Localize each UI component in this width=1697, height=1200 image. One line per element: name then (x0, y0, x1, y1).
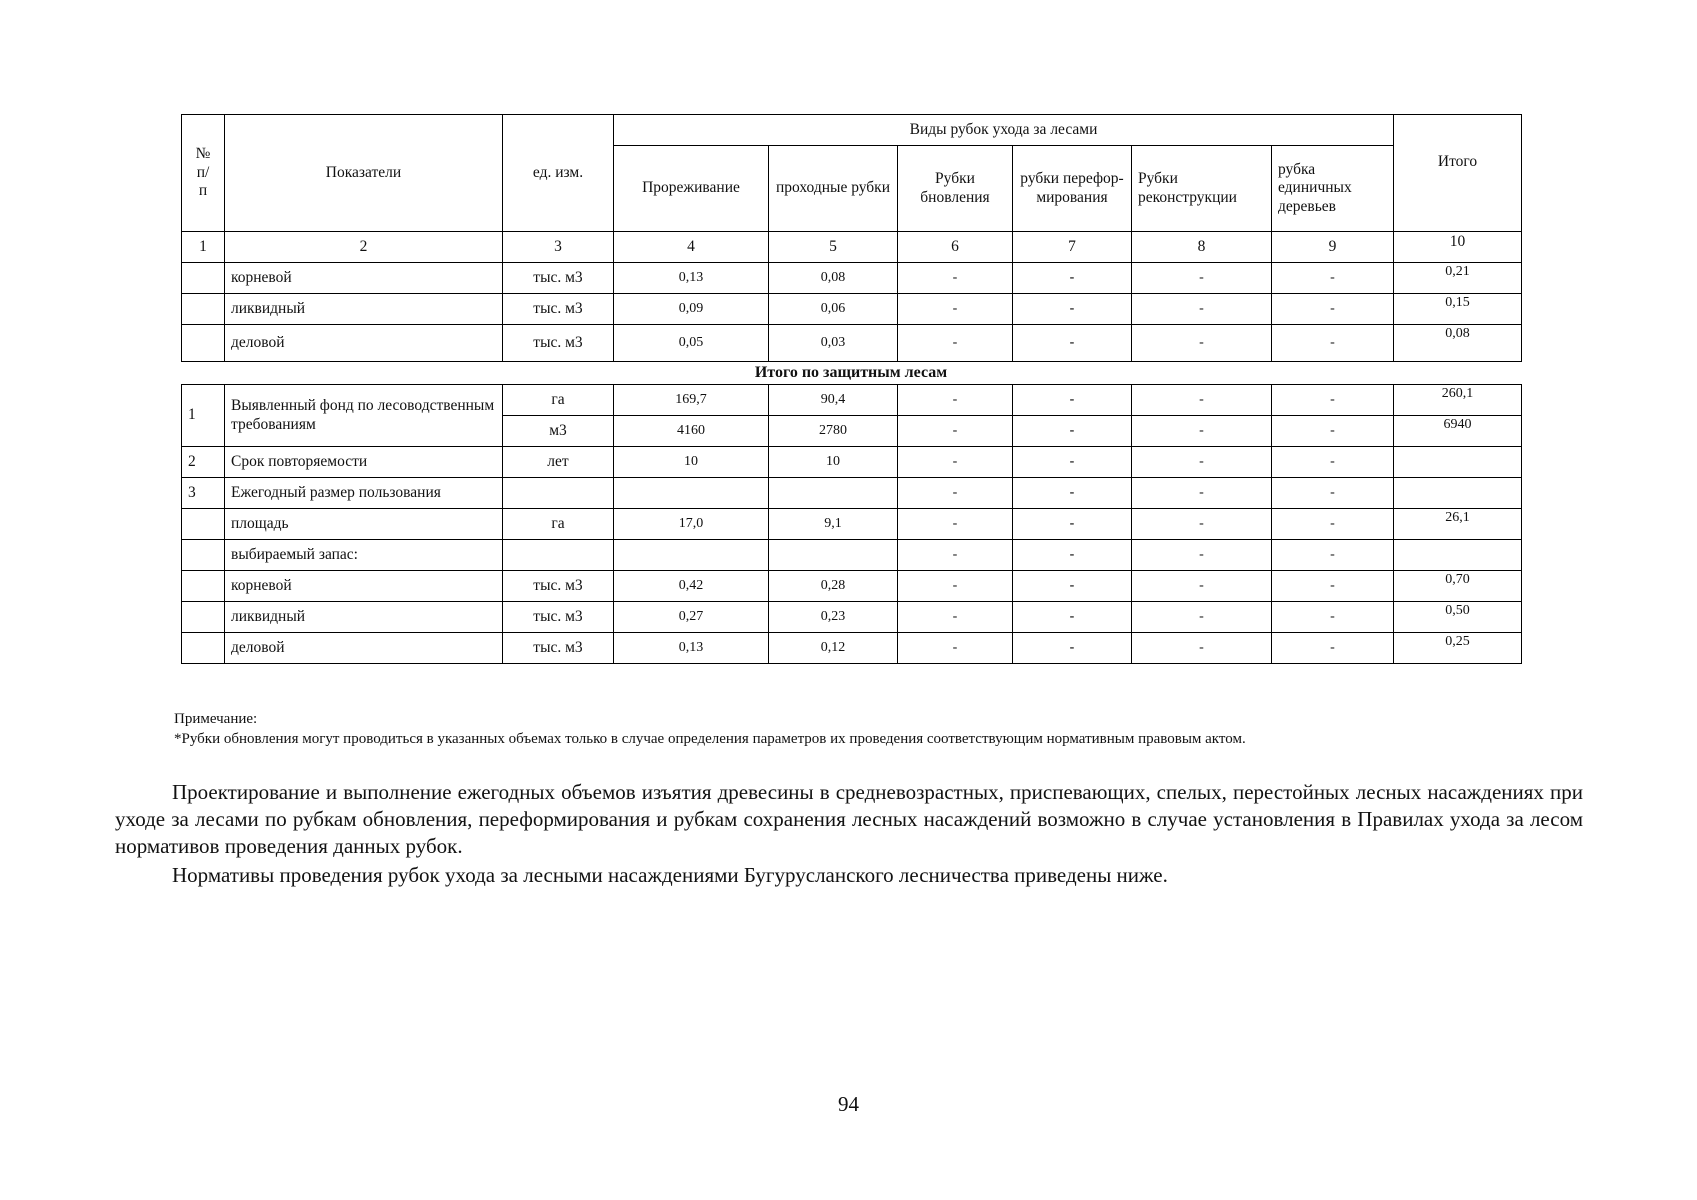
col-number: 7 (1013, 232, 1132, 263)
row-unit: тыс. м3 (503, 263, 614, 294)
row-total: 260,1 (1394, 385, 1522, 416)
row-value: - (1013, 633, 1132, 664)
row-value: - (1013, 509, 1132, 540)
col-number: 5 (769, 232, 898, 263)
row-value: - (898, 478, 1013, 509)
row-total (1394, 447, 1522, 478)
table-row (182, 325, 1522, 362)
row-value: - (1272, 509, 1394, 540)
row-value: 90,4 (769, 385, 898, 416)
row-value: - (898, 447, 1013, 478)
row-value: - (1013, 571, 1132, 602)
row-value: - (1272, 416, 1394, 447)
row-value: - (1132, 633, 1272, 664)
row-value: - (1272, 294, 1394, 325)
row-value: - (898, 602, 1013, 633)
row-value: - (1132, 602, 1272, 633)
row-value: - (1013, 416, 1132, 447)
header-group: Виды рубок ухода за лесами (614, 115, 1394, 146)
header-unit: ед. изм. (503, 115, 614, 232)
row-value: - (898, 540, 1013, 571)
row-unit: м3 (503, 416, 614, 447)
header-type-thinning: Прореживание (614, 146, 769, 232)
row-value: 2780 (769, 416, 898, 447)
row-value: - (1272, 633, 1394, 664)
header-total: Итого (1394, 115, 1522, 232)
row-value: - (1272, 263, 1394, 294)
row-value: - (1132, 263, 1272, 294)
col-number: 10 (1394, 232, 1522, 263)
row-unit: тыс. м3 (503, 294, 614, 325)
row-value: - (1013, 447, 1132, 478)
row-value: - (898, 571, 1013, 602)
table-row (182, 294, 1522, 325)
row-value: - (898, 325, 1013, 362)
table-row (182, 509, 1522, 540)
row-value: 0,13 (614, 633, 769, 664)
col-number: 8 (1132, 232, 1272, 263)
col-number: 9 (1272, 232, 1394, 263)
row-total (1394, 540, 1522, 571)
row-value: - (1132, 478, 1272, 509)
row-value: - (1013, 325, 1132, 362)
protective-forests-table (181, 384, 1522, 664)
table-row (182, 478, 1522, 509)
header-type-passage: проходные рубки (769, 146, 898, 232)
col-number: 2 (225, 232, 503, 263)
header-type-single-trees: рубка единичных деревьев (1272, 146, 1394, 232)
row-value: 0,05 (614, 325, 769, 362)
row-value: - (1013, 540, 1132, 571)
row-value (769, 478, 898, 509)
row-name: Срок повторяемости (225, 447, 503, 478)
row-value: 0,06 (769, 294, 898, 325)
row-name: деловой (225, 325, 503, 362)
row-value: - (1132, 416, 1272, 447)
row-unit: га (503, 509, 614, 540)
row-unit: тыс. м3 (503, 633, 614, 664)
table-row (182, 263, 1522, 294)
row-value: 0,12 (769, 633, 898, 664)
row-value: 169,7 (614, 385, 769, 416)
row-number: 2 (182, 447, 225, 478)
row-total: 6940 (1394, 416, 1522, 447)
row-value: 0,27 (614, 602, 769, 633)
row-name: ликвидный (225, 602, 503, 633)
body-paragraph: Нормативы проведения рубок ухода за лесными насаждениями Бугурусланского лесничества приведены ниже. (172, 863, 1168, 887)
note-text: *Рубки обновления могут проводиться в указанных объемах только в случае определения параметров их проведения соответствующим нормативным правовым актом. (174, 731, 1246, 747)
header-num: № п/ п (182, 115, 225, 232)
row-value: 0,08 (769, 263, 898, 294)
row-number (182, 540, 225, 571)
row-value: - (898, 263, 1013, 294)
row-value: - (898, 509, 1013, 540)
table-row (182, 540, 1522, 571)
row-value: - (1272, 447, 1394, 478)
table-row (182, 571, 1522, 602)
row-total: 0,25 (1394, 633, 1522, 664)
row-total: 0,08 (1394, 325, 1522, 362)
col-number: 4 (614, 232, 769, 263)
row-value: - (1013, 294, 1132, 325)
row-name: деловой (225, 633, 503, 664)
table-row (182, 633, 1522, 664)
row-value: - (898, 385, 1013, 416)
row-unit: лет (503, 447, 614, 478)
header-type-reforming: рубки перефор-мирования (1013, 146, 1132, 232)
row-name: выбираемый запас: (225, 540, 503, 571)
row-value: 0,13 (614, 263, 769, 294)
row-name: корневой (225, 571, 503, 602)
row-value: - (1132, 325, 1272, 362)
col-number: 1 (182, 232, 225, 263)
row-unit (503, 540, 614, 571)
row-value: - (1132, 294, 1272, 325)
row-value: - (1272, 571, 1394, 602)
row-value: - (1132, 509, 1272, 540)
row-value: - (1013, 602, 1132, 633)
row-name: ликвидный (225, 294, 503, 325)
row-value (769, 540, 898, 571)
felling-table-header-part (181, 114, 1522, 362)
row-total: 0,15 (1394, 294, 1522, 325)
row-unit: тыс. м3 (503, 571, 614, 602)
row-value: 0,09 (614, 294, 769, 325)
header-type-reconstruction: Рубки реконструкции (1132, 146, 1272, 232)
row-total: 26,1 (1394, 509, 1522, 540)
row-name: корневой (225, 263, 503, 294)
row-total: 0,70 (1394, 571, 1522, 602)
note-label: Примечание: (174, 711, 258, 727)
row-value: - (898, 416, 1013, 447)
row-number (182, 571, 225, 602)
row-number (182, 509, 225, 540)
row-number (182, 633, 225, 664)
row-value: - (1272, 602, 1394, 633)
row-value: - (1132, 540, 1272, 571)
row-value: 10 (769, 447, 898, 478)
row-value: - (1272, 325, 1394, 362)
table-row (182, 447, 1522, 478)
row-value: - (1013, 478, 1132, 509)
row-value (614, 478, 769, 509)
row-value: - (898, 633, 1013, 664)
row-value: - (1272, 478, 1394, 509)
row-value: 10 (614, 447, 769, 478)
row-number: 3 (182, 478, 225, 509)
row-name: Выявленный фонд по лесоводственным требованиям (225, 385, 503, 447)
header-type-renewal: Рубки бновления (898, 146, 1013, 232)
row-value: - (1272, 540, 1394, 571)
row-unit: га (503, 385, 614, 416)
row-total (1394, 478, 1522, 509)
row-total: 0,21 (1394, 263, 1522, 294)
page-number: 94 (838, 1092, 859, 1116)
row-unit: тыс. м3 (503, 602, 614, 633)
row-value: 0,28 (769, 571, 898, 602)
row-value: - (898, 294, 1013, 325)
row-number (182, 602, 225, 633)
row-value: 0,03 (769, 325, 898, 362)
row-name: площадь (225, 509, 503, 540)
row-value: - (1272, 385, 1394, 416)
row-value: 17,0 (614, 509, 769, 540)
row-value: - (1013, 263, 1132, 294)
row-value (614, 540, 769, 571)
row-value: 0,23 (769, 602, 898, 633)
row-number: 1 (182, 385, 225, 447)
col-number: 6 (898, 232, 1013, 263)
row-value: - (1013, 385, 1132, 416)
row-value: 4160 (614, 416, 769, 447)
row-value: 0,42 (614, 571, 769, 602)
row-unit (503, 478, 614, 509)
row-unit: тыс. м3 (503, 325, 614, 362)
row-value: - (1132, 571, 1272, 602)
table-row (182, 385, 1522, 416)
col-number: 3 (503, 232, 614, 263)
section-title: Итого по защитным лесам (754, 364, 948, 381)
header-indicators: Показатели (225, 115, 503, 232)
row-value: - (1132, 447, 1272, 478)
row-value: 9,1 (769, 509, 898, 540)
row-name: Ежегодный размер пользования (225, 478, 503, 509)
row-value: - (1132, 385, 1272, 416)
body-paragraph: Проектирование и выполнение ежегодных объемов изъятия древесины в средневозрастных, приспевающих, спелых, перестойных лесных насаждениях при уходе за лесами по рубкам обновления, переформирования и рубкам сохранения лесных насаждений возможно в случае установления в Правилах ухода за лесом нормативов проведения данных рубок. (115, 780, 1583, 858)
table-row (182, 602, 1522, 633)
row-total: 0,50 (1394, 602, 1522, 633)
